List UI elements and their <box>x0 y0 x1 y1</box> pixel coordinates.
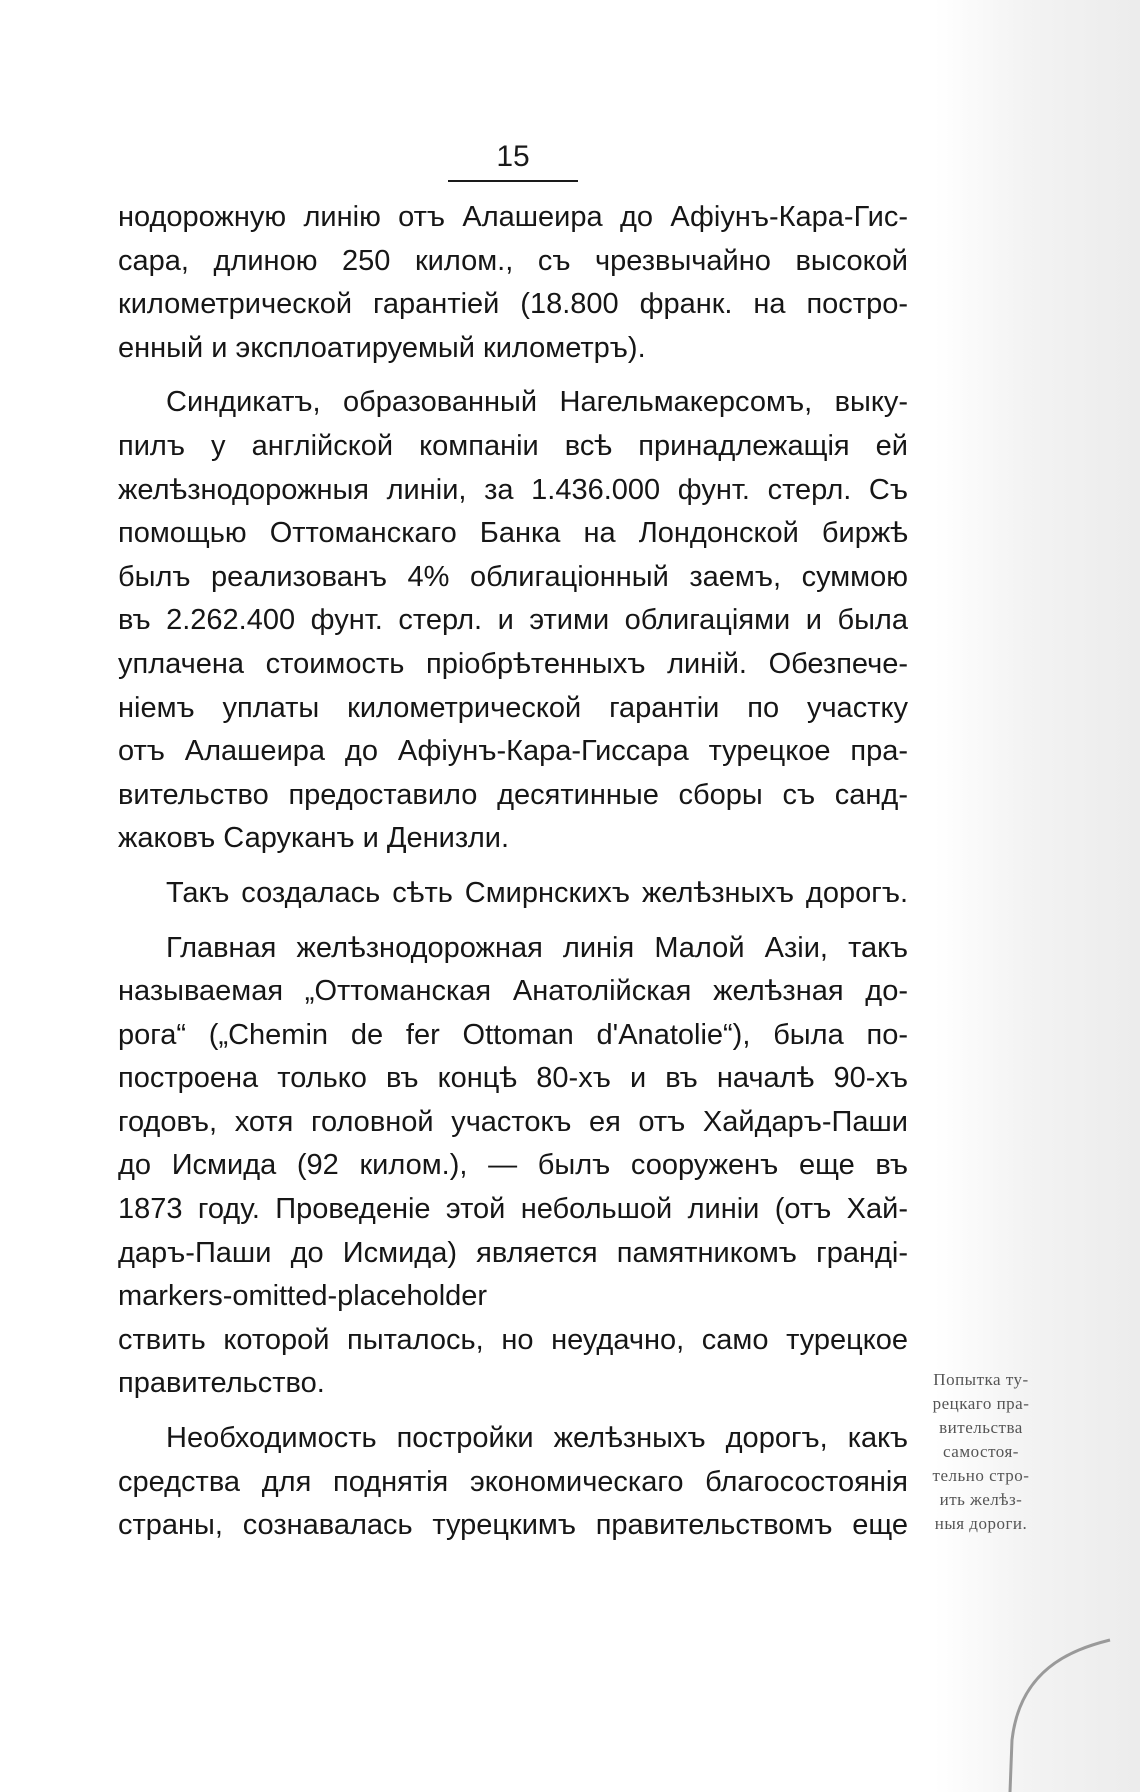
text-line: годовъ, хотя головной участокъ ея отъ Хайдаръ-Паши <box>118 1105 908 1138</box>
text-line: правительство. <box>118 1367 325 1400</box>
text-line: километрической гарантіей (18.800 франк. на постро- <box>118 288 908 321</box>
text-line: до Исмида (92 килом.), — былъ сооруженъ еще въ <box>118 1149 908 1182</box>
text-line: пилъ у англійской компаніи всѣ принадлежащія ей <box>118 429 908 462</box>
text-line: жаковъ Саруканъ и Денизли. <box>118 822 510 855</box>
text-line: Необходимость постройки желѣзныхъ дорогъ, какъ <box>166 1422 908 1455</box>
text-line: Такъ создалась сѣть Смирнскихъ желѣзныхъ дорогъ. <box>166 876 908 909</box>
text-line: былъ реализованъ 4% облигаціонный заемъ, суммою <box>118 560 908 593</box>
text-line: помощью Оттоманскаго Банка на Лондонской биржѣ <box>118 517 908 550</box>
text-line: ніемъ уплаты километрической гарантіи по участку <box>118 691 908 724</box>
text-line: енный и эксплоатируемый километръ). <box>118 331 646 364</box>
margin-note-line: рецкаго пра- <box>932 1394 1030 1413</box>
text-line: сара, длиною 250 килом., съ чрезвычайно высокой <box>118 244 908 277</box>
text-line: средства для поднятія экономическаго благосостоянія <box>118 1465 908 1498</box>
text-line: уплачена стоимость пріобрѣтенныхъ линій. Обезпече- <box>118 647 908 680</box>
text-line: желѣзнодорожныя линіи, за 1.436.000 фунт. стерл. Съ <box>118 473 908 506</box>
margin-note-line: Попытка ту- <box>933 1370 1029 1389</box>
margin-note <box>906 1368 1056 1536</box>
text-line: 1873 году. Проведеніе этой небольшой линіи (отъ Хай- <box>118 1193 908 1226</box>
text-line: markers-omitted-placeholder <box>118 1280 488 1313</box>
text-line: рога“ („Chemin de fer Ottoman d'Anatolie“), была по- <box>118 1018 908 1051</box>
margin-note-line: ить желѣз- <box>939 1490 1023 1509</box>
page-number: 15 <box>496 140 530 173</box>
margin-note-line: ныя дороги. <box>934 1514 1028 1533</box>
body-text <box>118 196 908 1548</box>
text-line: нодорожную линію отъ Алашеира до Афіунъ-Кара-Гис- <box>118 201 908 233</box>
text-line: въ 2.262.400 фунт. стерл. и этими облигаціями и была <box>118 604 908 637</box>
text-line: отъ Алашеира до Афіунъ-Кара-Гиссара турецкое пра- <box>118 735 908 768</box>
margin-note-line: тельно стро- <box>932 1466 1030 1485</box>
text-line: называемая „Оттоманская Анатолійская желѣзная до- <box>118 975 908 1008</box>
text-line: страны, сознавалась турецкимъ правительствомъ еще <box>118 1509 908 1542</box>
page-curl-mark <box>1000 1620 1120 1792</box>
text-line: Синдикатъ, образованный Нагельмакерсомъ, выку- <box>166 386 908 419</box>
text-line: вительство предоставило десятинные сборы съ санд- <box>118 778 908 811</box>
text-line: ствить которой пыталось, но неудачно, само турецкое <box>118 1323 908 1356</box>
text-line: Главная желѣзнодорожная линія Малой Азіи, такъ <box>166 931 908 964</box>
text-line: построена только въ концѣ 80-хъ и въ началѣ 90-хъ <box>118 1062 908 1095</box>
page-number-rule <box>448 180 578 182</box>
text-line: даръ-Паши до Исмида) является памятникомъ гранді- <box>118 1236 908 1269</box>
margin-note-line: вительства <box>939 1418 1023 1437</box>
margin-note-line: самостоя- <box>943 1442 1019 1461</box>
